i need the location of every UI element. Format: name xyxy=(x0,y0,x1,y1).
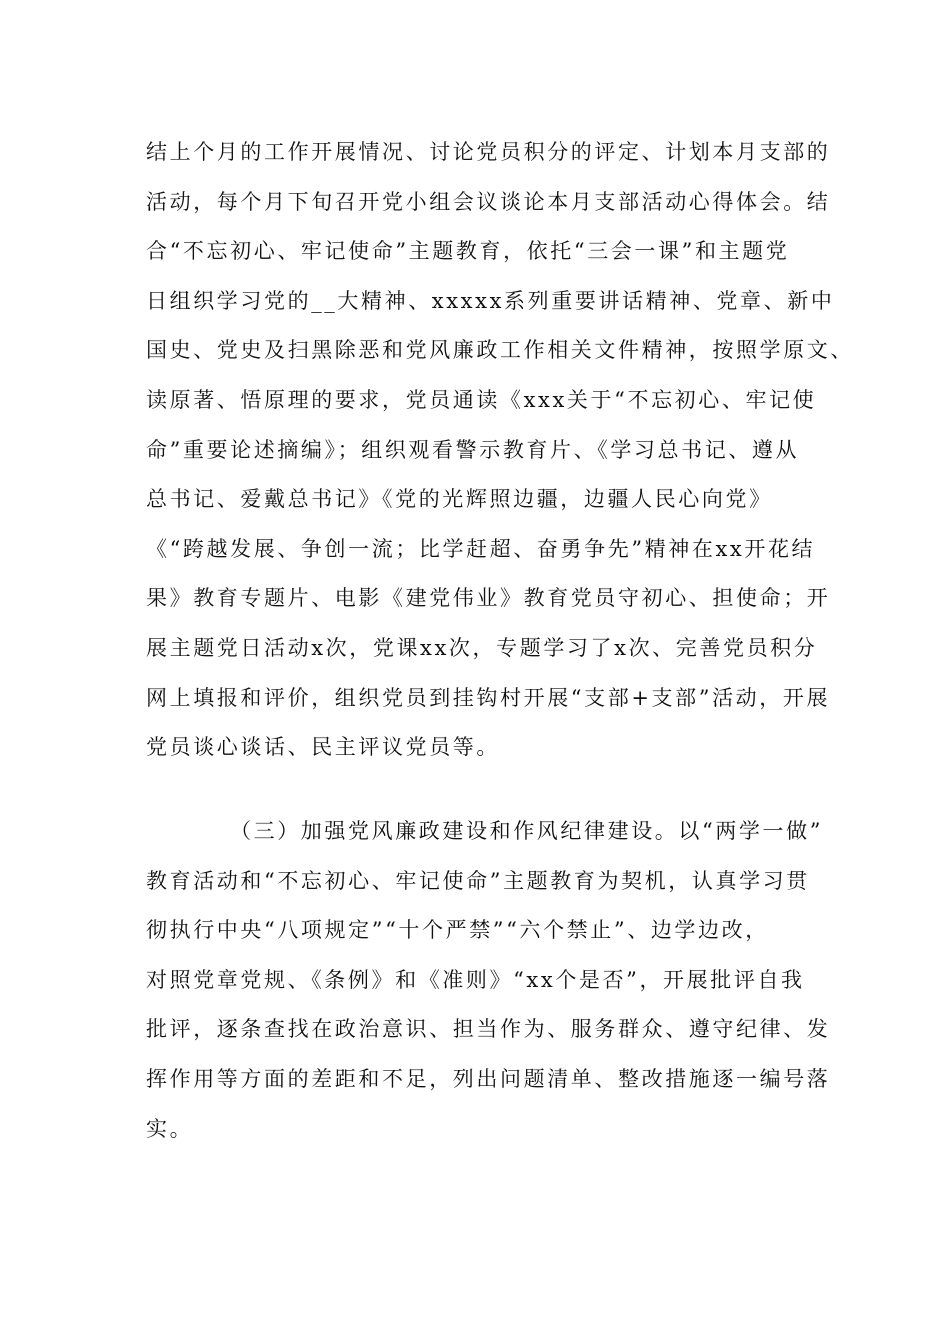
text-line: 结上个月的工作开展情况、讨论党员积分的评定、计划本月支部的 xyxy=(146,140,831,164)
text-line: 读原著、悟原理的要求，党员通读《xxx关于“不忘初心、牢记使 xyxy=(146,387,817,412)
text-line: 对照党章党规、《条例》和《准则》“xx个是否”，开展批评自我 xyxy=(146,967,805,992)
paragraph-party-activities xyxy=(146,128,854,773)
text-line: 网上填报和评价，组织党员到挂钩村开展“支部+支部”活动，开展 xyxy=(146,685,831,710)
text-line: 命”重要论述摘编》；组织观看警示教育片、《学习总书记、遵从 xyxy=(146,437,800,462)
text-line: 挥作用等方面的差距和不足，列出问题清单、整改措施逐一编号落 xyxy=(146,1066,831,1091)
text-line: 实。 xyxy=(146,1116,194,1141)
text-line: 教育活动和“不忘初心、牢记使命”主题教育为契机，认真学习贯 xyxy=(146,868,810,893)
text-line: 果》教育专题片、电影《建党伟业》教育党员守初心、担使命；开 xyxy=(146,586,831,611)
text-line: 批评，逐条查找在政治意识、担当作为、服务群众、遵守纪律、发 xyxy=(146,1017,831,1042)
paragraph-section-three xyxy=(146,807,831,1154)
text-line: 总书记、爱戴总书记》《党的光辉照边疆，边疆人民心向党》 xyxy=(146,487,773,512)
text-line: 展主题党日活动x次，党课xx次，专题学习了x次、完善党员积分 xyxy=(146,635,818,660)
text-line: 国史、党史及扫黑除恶和党风廉政工作相关文件精神，按照学原文、 xyxy=(146,338,854,363)
text-line: 合“不忘初心、牢记使命”主题教育，依托“三会一课”和主题党 xyxy=(146,239,790,264)
text-line: 活动，每个月下旬召开党小组会议谈论本月支部活动心得体会。结 xyxy=(146,189,831,214)
text-line: 日组织学习党的__大精神、xxxxx系列重要讲话精神、党章、新中 xyxy=(146,288,835,313)
text-line: 彻执行中央“八项规定”“十个严禁”“六个禁止”、边学边改， xyxy=(146,918,769,943)
section-heading-line: （三）加强党风廉政建设和作风纪律建设。以“两学一做” xyxy=(230,819,824,843)
text-line: 党员谈心谈话、民主评议党员等。 xyxy=(146,735,500,760)
text-line: 《“跨越发展、争创一流；比学赶超、奋勇争先”精神在xx开花结 xyxy=(146,536,816,561)
